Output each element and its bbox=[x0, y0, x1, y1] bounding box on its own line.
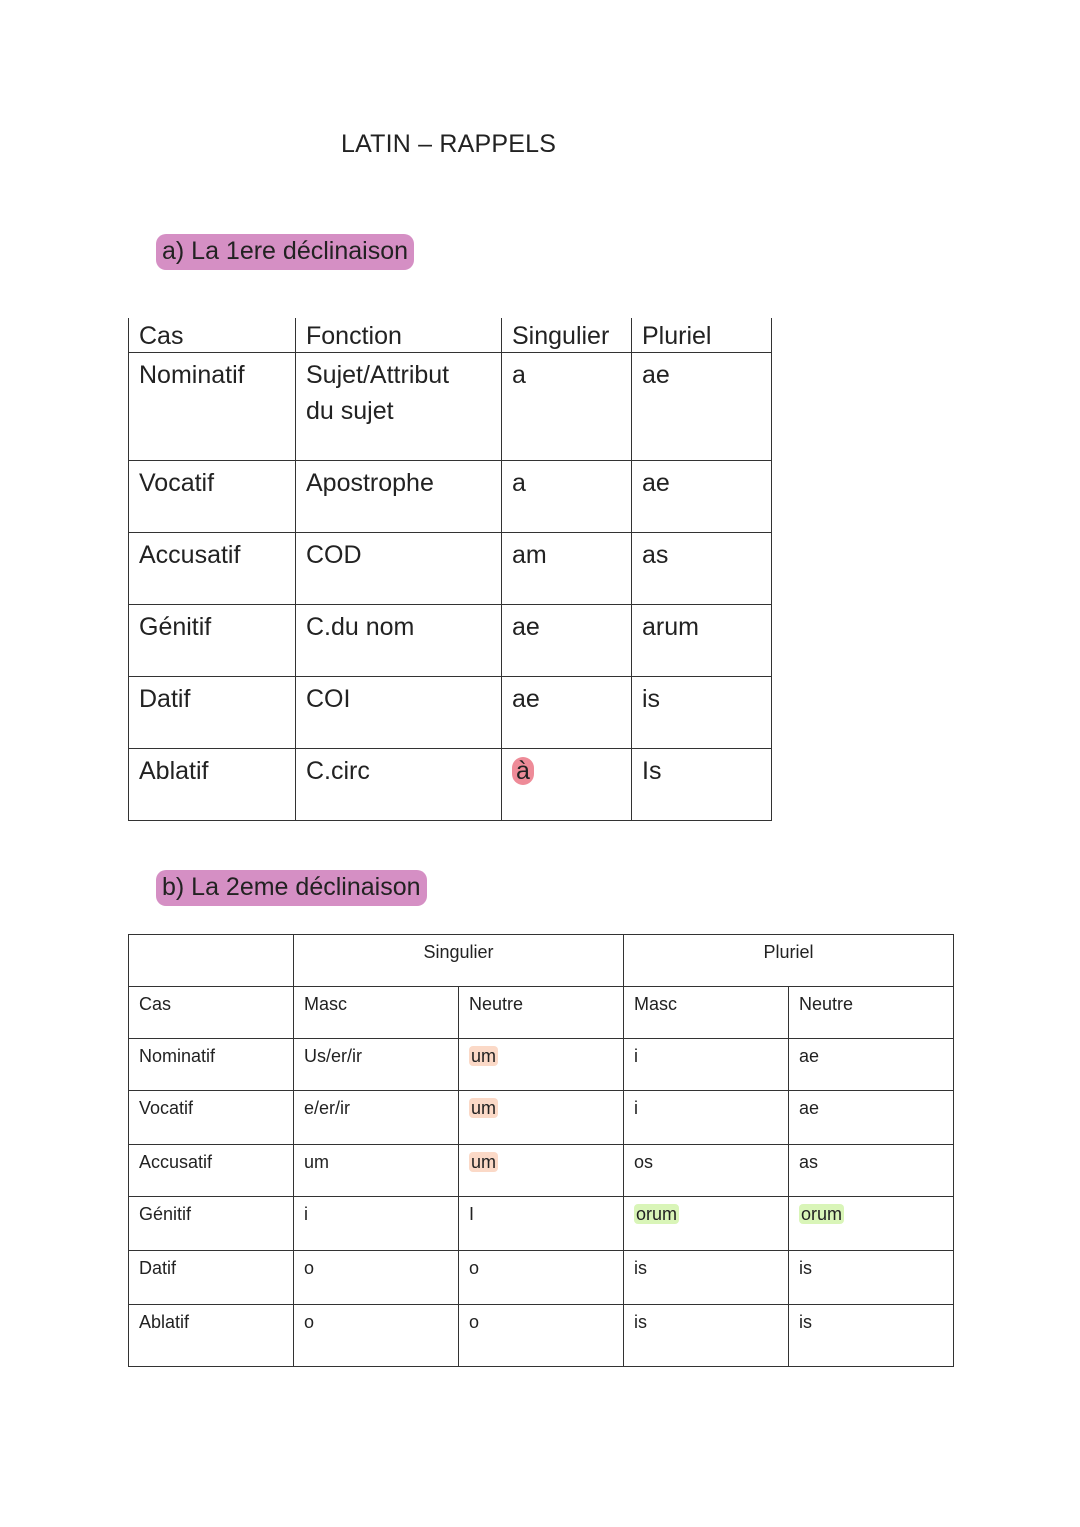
header-fonction: Fonction bbox=[296, 318, 502, 353]
cell-cas: Accusatif bbox=[129, 533, 296, 605]
table-row bbox=[129, 677, 772, 749]
cell-sg-neutre: o bbox=[459, 1251, 624, 1305]
cell-cas: Datif bbox=[129, 1251, 294, 1305]
cell-sg-neutre: I bbox=[459, 1197, 624, 1251]
cell-pl-neutre: ae bbox=[789, 1091, 954, 1145]
cell-sg-masc: o bbox=[294, 1251, 459, 1305]
cell-pl-neutre: is bbox=[789, 1305, 954, 1367]
highlighted-ending: um bbox=[471, 1046, 497, 1066]
table-row bbox=[129, 533, 772, 605]
cell-pl-masc: is bbox=[624, 1305, 789, 1367]
cell-pl-masc: i bbox=[624, 1091, 789, 1145]
cell-fonction bbox=[296, 353, 502, 461]
header-sg-neutre: Neutre bbox=[459, 987, 624, 1039]
header-sg-masc: Masc bbox=[294, 987, 459, 1039]
highlighted-ending: um bbox=[471, 1098, 497, 1118]
cell-singulier: ae bbox=[502, 605, 632, 677]
table-row bbox=[129, 1091, 954, 1145]
highlighted-ending: um bbox=[471, 1152, 497, 1172]
cell-sg-neutre: o bbox=[459, 1305, 624, 1367]
cell-cas: Vocatif bbox=[129, 461, 296, 533]
table-header-row bbox=[129, 318, 772, 353]
cell-cas: Nominatif bbox=[129, 1039, 294, 1091]
cell-sg-neutre bbox=[459, 1091, 624, 1145]
cell-sg-neutre bbox=[459, 1039, 624, 1091]
highlighted-ending: orum bbox=[636, 1204, 678, 1224]
cell-fonction: COD bbox=[296, 533, 502, 605]
cell-cas: Vocatif bbox=[129, 1091, 294, 1145]
table-row bbox=[129, 1145, 954, 1197]
cell-singulier: ae bbox=[502, 677, 632, 749]
cell-pl-masc: os bbox=[624, 1145, 789, 1197]
cell-cas: Ablatif bbox=[129, 1305, 294, 1367]
section-heading-second-declension: b) La 2eme déclinaison bbox=[156, 870, 427, 906]
header-pluriel: Pluriel bbox=[632, 318, 772, 353]
header-pl-neutre: Neutre bbox=[789, 987, 954, 1039]
cell-fonction: C.du nom bbox=[296, 605, 502, 677]
page-title: LATIN – RAPPELS bbox=[341, 130, 557, 158]
cell-fonction: C.circ bbox=[296, 749, 502, 821]
header-cas: Cas bbox=[129, 318, 296, 353]
cell-fonction: Apostrophe bbox=[296, 461, 502, 533]
table-row bbox=[129, 1039, 954, 1091]
header-cas: Cas bbox=[129, 987, 294, 1039]
table-group-header-row bbox=[129, 935, 954, 987]
cell-pl-masc: is bbox=[624, 1251, 789, 1305]
cell-pluriel: ae bbox=[632, 461, 772, 533]
table-row bbox=[129, 605, 772, 677]
cell-pluriel: arum bbox=[632, 605, 772, 677]
table-row bbox=[129, 749, 772, 821]
header-pl-masc: Masc bbox=[624, 987, 789, 1039]
cell-pl-masc: i bbox=[624, 1039, 789, 1091]
group-header-singulier: Singulier bbox=[294, 935, 624, 987]
cell-sg-masc: e/er/ir bbox=[294, 1091, 459, 1145]
empty-cell bbox=[129, 935, 294, 987]
highlighted-ending: orum bbox=[801, 1204, 843, 1224]
cell-pluriel: ae bbox=[632, 353, 772, 461]
table-row bbox=[129, 353, 772, 461]
first-declension-table bbox=[128, 318, 772, 821]
cell-pl-neutre: ae bbox=[789, 1039, 954, 1091]
cell-sg-masc: o bbox=[294, 1305, 459, 1367]
cell-sg-masc: i bbox=[294, 1197, 459, 1251]
cell-pluriel: as bbox=[632, 533, 772, 605]
cell-pl-neutre bbox=[789, 1197, 954, 1251]
fonction-line-1: Sujet/Attribut bbox=[306, 361, 450, 389]
cell-sg-masc: Us/er/ir bbox=[294, 1039, 459, 1091]
cell-pluriel: is bbox=[632, 677, 772, 749]
header-singulier: Singulier bbox=[502, 318, 632, 353]
cell-pl-masc bbox=[624, 1197, 789, 1251]
cell-cas: Ablatif bbox=[129, 749, 296, 821]
cell-singulier: a bbox=[502, 353, 632, 461]
cell-cas: Datif bbox=[129, 677, 296, 749]
highlighted-ending: à bbox=[512, 757, 534, 785]
cell-cas: Nominatif bbox=[129, 353, 296, 461]
cell-singulier: a bbox=[502, 461, 632, 533]
section-heading-first-declension: a) La 1ere déclinaison bbox=[156, 234, 414, 270]
cell-cas: Accusatif bbox=[129, 1145, 294, 1197]
cell-pluriel: Is bbox=[632, 749, 772, 821]
second-declension-table bbox=[128, 934, 954, 1367]
table-row bbox=[129, 461, 772, 533]
cell-fonction: COI bbox=[296, 677, 502, 749]
cell-singulier bbox=[502, 749, 632, 821]
cell-cas: Génitif bbox=[129, 605, 296, 677]
cell-sg-masc: um bbox=[294, 1145, 459, 1197]
cell-pl-neutre: as bbox=[789, 1145, 954, 1197]
cell-sg-neutre bbox=[459, 1145, 624, 1197]
table-row bbox=[129, 1197, 954, 1251]
table-row bbox=[129, 1251, 954, 1305]
table-row bbox=[129, 1305, 954, 1367]
fonction-line-2: du sujet bbox=[306, 397, 394, 425]
table-header-row bbox=[129, 987, 954, 1039]
cell-cas: Génitif bbox=[129, 1197, 294, 1251]
cell-singulier: am bbox=[502, 533, 632, 605]
cell-pl-neutre: is bbox=[789, 1251, 954, 1305]
group-header-pluriel: Pluriel bbox=[624, 935, 954, 987]
